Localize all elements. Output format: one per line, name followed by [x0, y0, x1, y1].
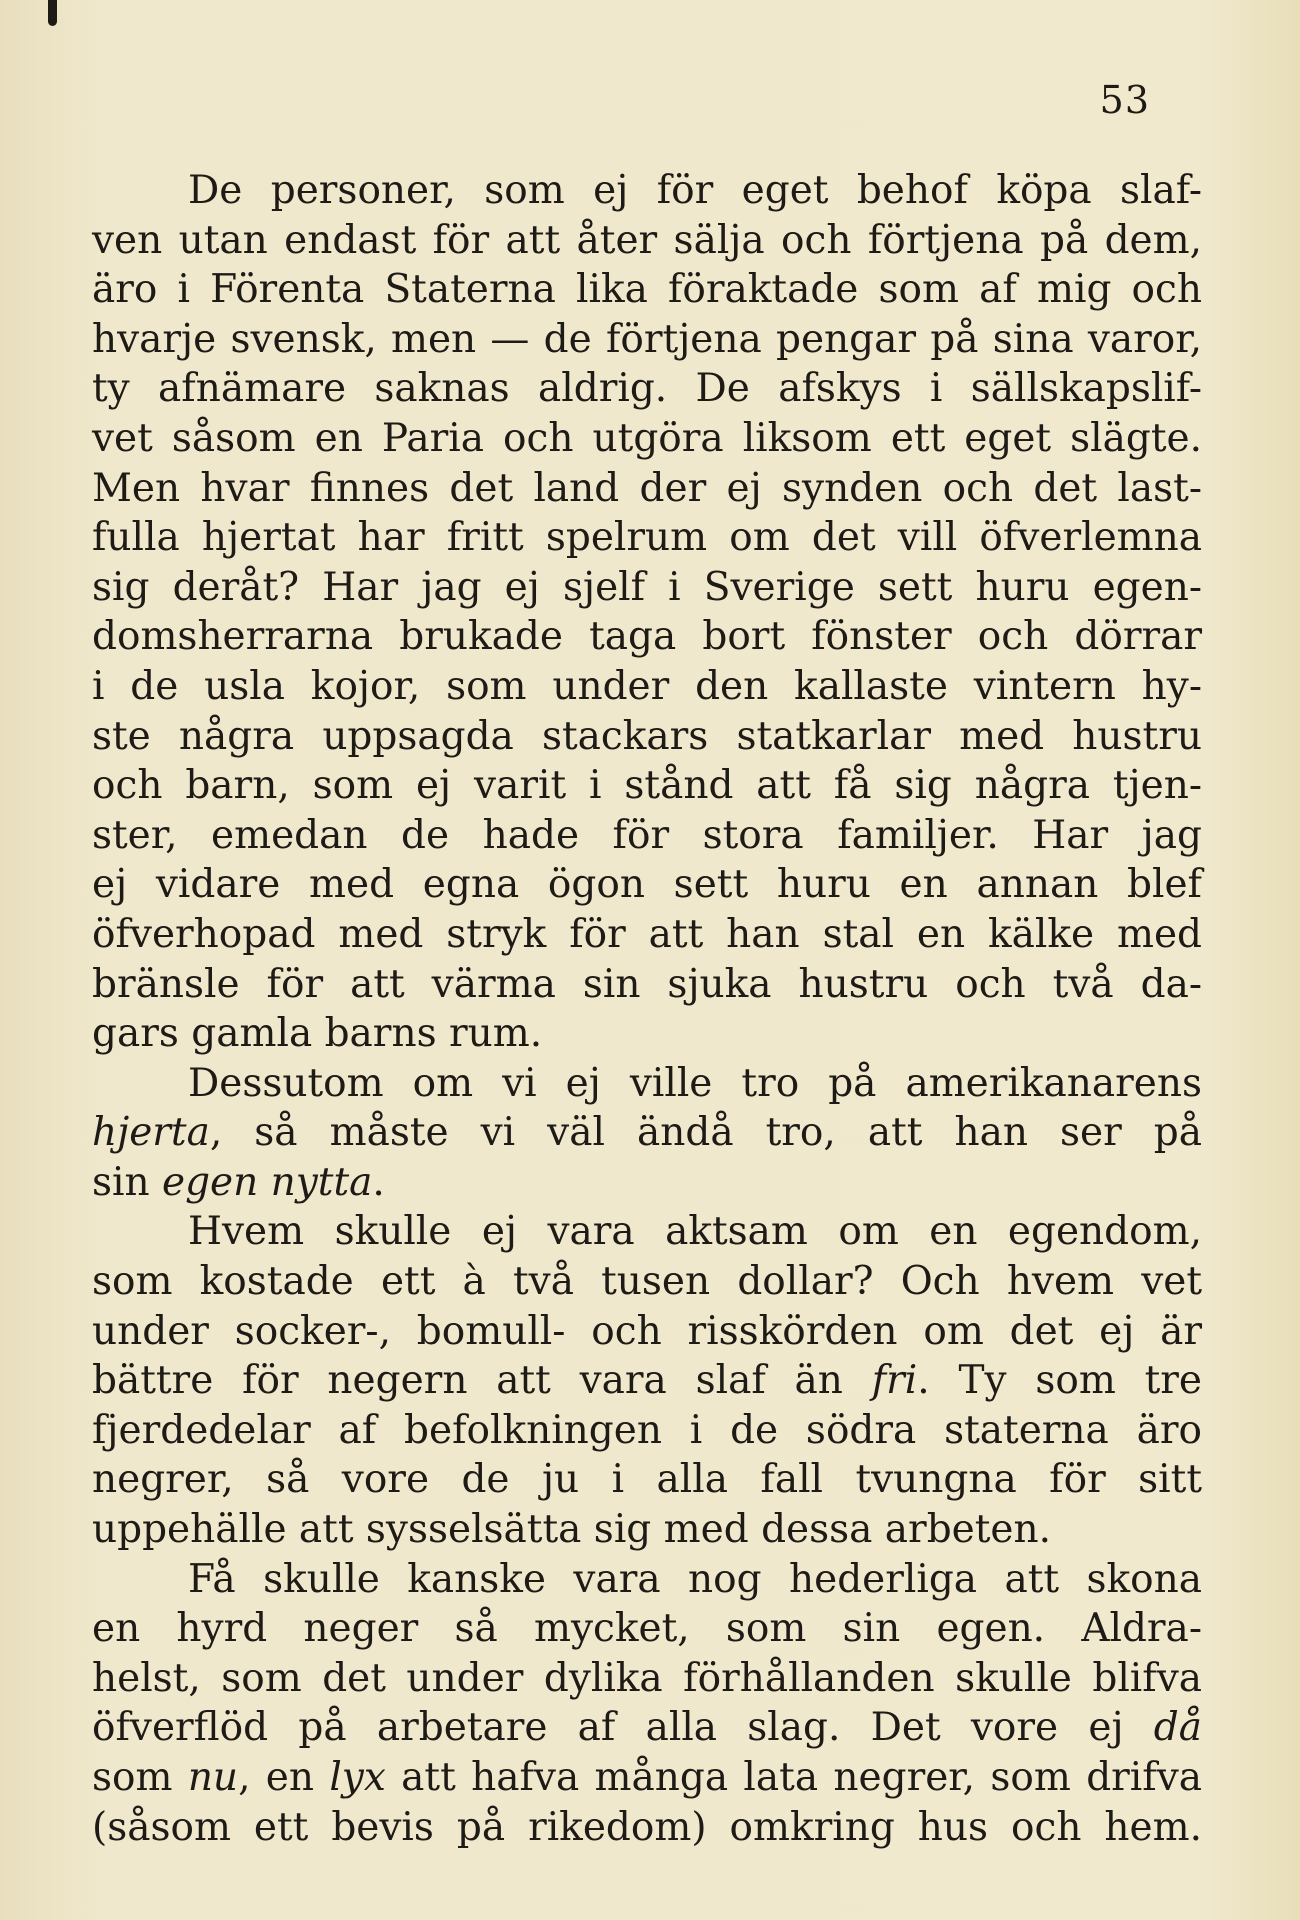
italic-word: egen nytta: [162, 1159, 373, 1205]
ink-mark: [48, 0, 57, 26]
text-line: bättre för negern att vara slaf än fri. Ty som tre: [92, 1358, 1202, 1404]
text-line: gars gamla barns rum.: [92, 1011, 543, 1057]
text-line: sig deråt? Har jag ej sjelf i Sverige sett huru egen-: [92, 564, 1202, 610]
text-line: öfverhopad med stryk för att han stal en kälke med: [92, 911, 1202, 957]
text-line: Men hvar finnes det land der ej synden och det last-: [92, 465, 1202, 511]
text-line: uppehälle att sysselsätta sig med dessa arbeten.: [92, 1507, 1052, 1553]
text-line: (såsom ett bevis på rikedom) omkring hus och hem.: [92, 1804, 1202, 1850]
italic-word: hjerta: [92, 1110, 210, 1156]
text-line: sin egen nytta.: [92, 1159, 385, 1205]
text-line: äro i Förenta Staterna lika föraktade som af mig och: [92, 267, 1202, 313]
text-line: i de usla kojor, som under den kallaste vintern hy-: [92, 663, 1202, 709]
text-line: som kostade ett à två tusen dollar? Och hvem vet: [92, 1259, 1202, 1305]
text-line: Hvem skulle ej vara aktsam om en egendom,: [188, 1209, 1202, 1255]
italic-word: då: [1153, 1705, 1202, 1751]
text-line: vet såsom en Paria och utgöra liksom ett eget slägte.: [92, 415, 1202, 461]
page-number: 53: [1099, 78, 1150, 122]
text-line: och barn, som ej varit i stånd att få sig några tjen-: [92, 763, 1202, 809]
text-line: under socker-, bomull- och risskörden om det ej är: [92, 1308, 1202, 1354]
text-line: ste några uppsagda stackars statkarlar med hustru: [92, 713, 1202, 759]
text-line: De personer, som ej för eget behof köpa slaf-: [188, 168, 1202, 213]
text-line: hvarje svensk, men — de förtjena pengar på sina varor,: [92, 316, 1202, 362]
italic-word: lyx: [329, 1755, 386, 1800]
italic-word: nu: [187, 1755, 239, 1800]
text-line: domsherrarna brukade taga bort fönster och dörrar: [92, 614, 1202, 660]
text-line: fjerdedelar af befolkningen i de södra staterna äro: [92, 1407, 1202, 1453]
italic-word: fri: [871, 1358, 918, 1404]
body-text: [92, 166, 1202, 1852]
text-line: negrer, så vore de ju i alla fall tvungna för sitt: [92, 1457, 1202, 1503]
text-line: fulla hjertat har fritt spelrum om det vill öfverlemna: [92, 515, 1202, 561]
text-line: ty afnämare saknas aldrig. De afskys i sällskapslif-: [92, 366, 1202, 412]
text-line: Dessutom om vi ej ville tro på amerikanarens: [188, 1060, 1202, 1106]
text-line: ven utan endast för att åter sälja och förtjena på dem,: [92, 217, 1202, 263]
text-line: öfverflöd på arbetare af alla slag. Det vore ej då: [92, 1705, 1202, 1751]
text-line: helst, som det under dylika förhållanden skulle blifva: [92, 1655, 1202, 1701]
text-line: som nu, en lyx att hafva många lata negrer, som drifva: [92, 1755, 1202, 1800]
text-line: ej vidare med egna ögon sett huru en annan blef: [92, 862, 1202, 908]
text-line: bränsle för att värma sin sjuka hustru och två da-: [92, 961, 1202, 1007]
text-line: Få skulle kanske vara nog hederliga att skona: [188, 1556, 1202, 1602]
text-line: en hyrd neger så mycket, som sin egen. Aldra-: [92, 1606, 1202, 1652]
text-line: ster, emedan de hade för stora familjer. Har jag: [92, 812, 1202, 858]
text-line: hjerta, så måste vi väl ändå tro, att han ser på: [92, 1110, 1202, 1156]
